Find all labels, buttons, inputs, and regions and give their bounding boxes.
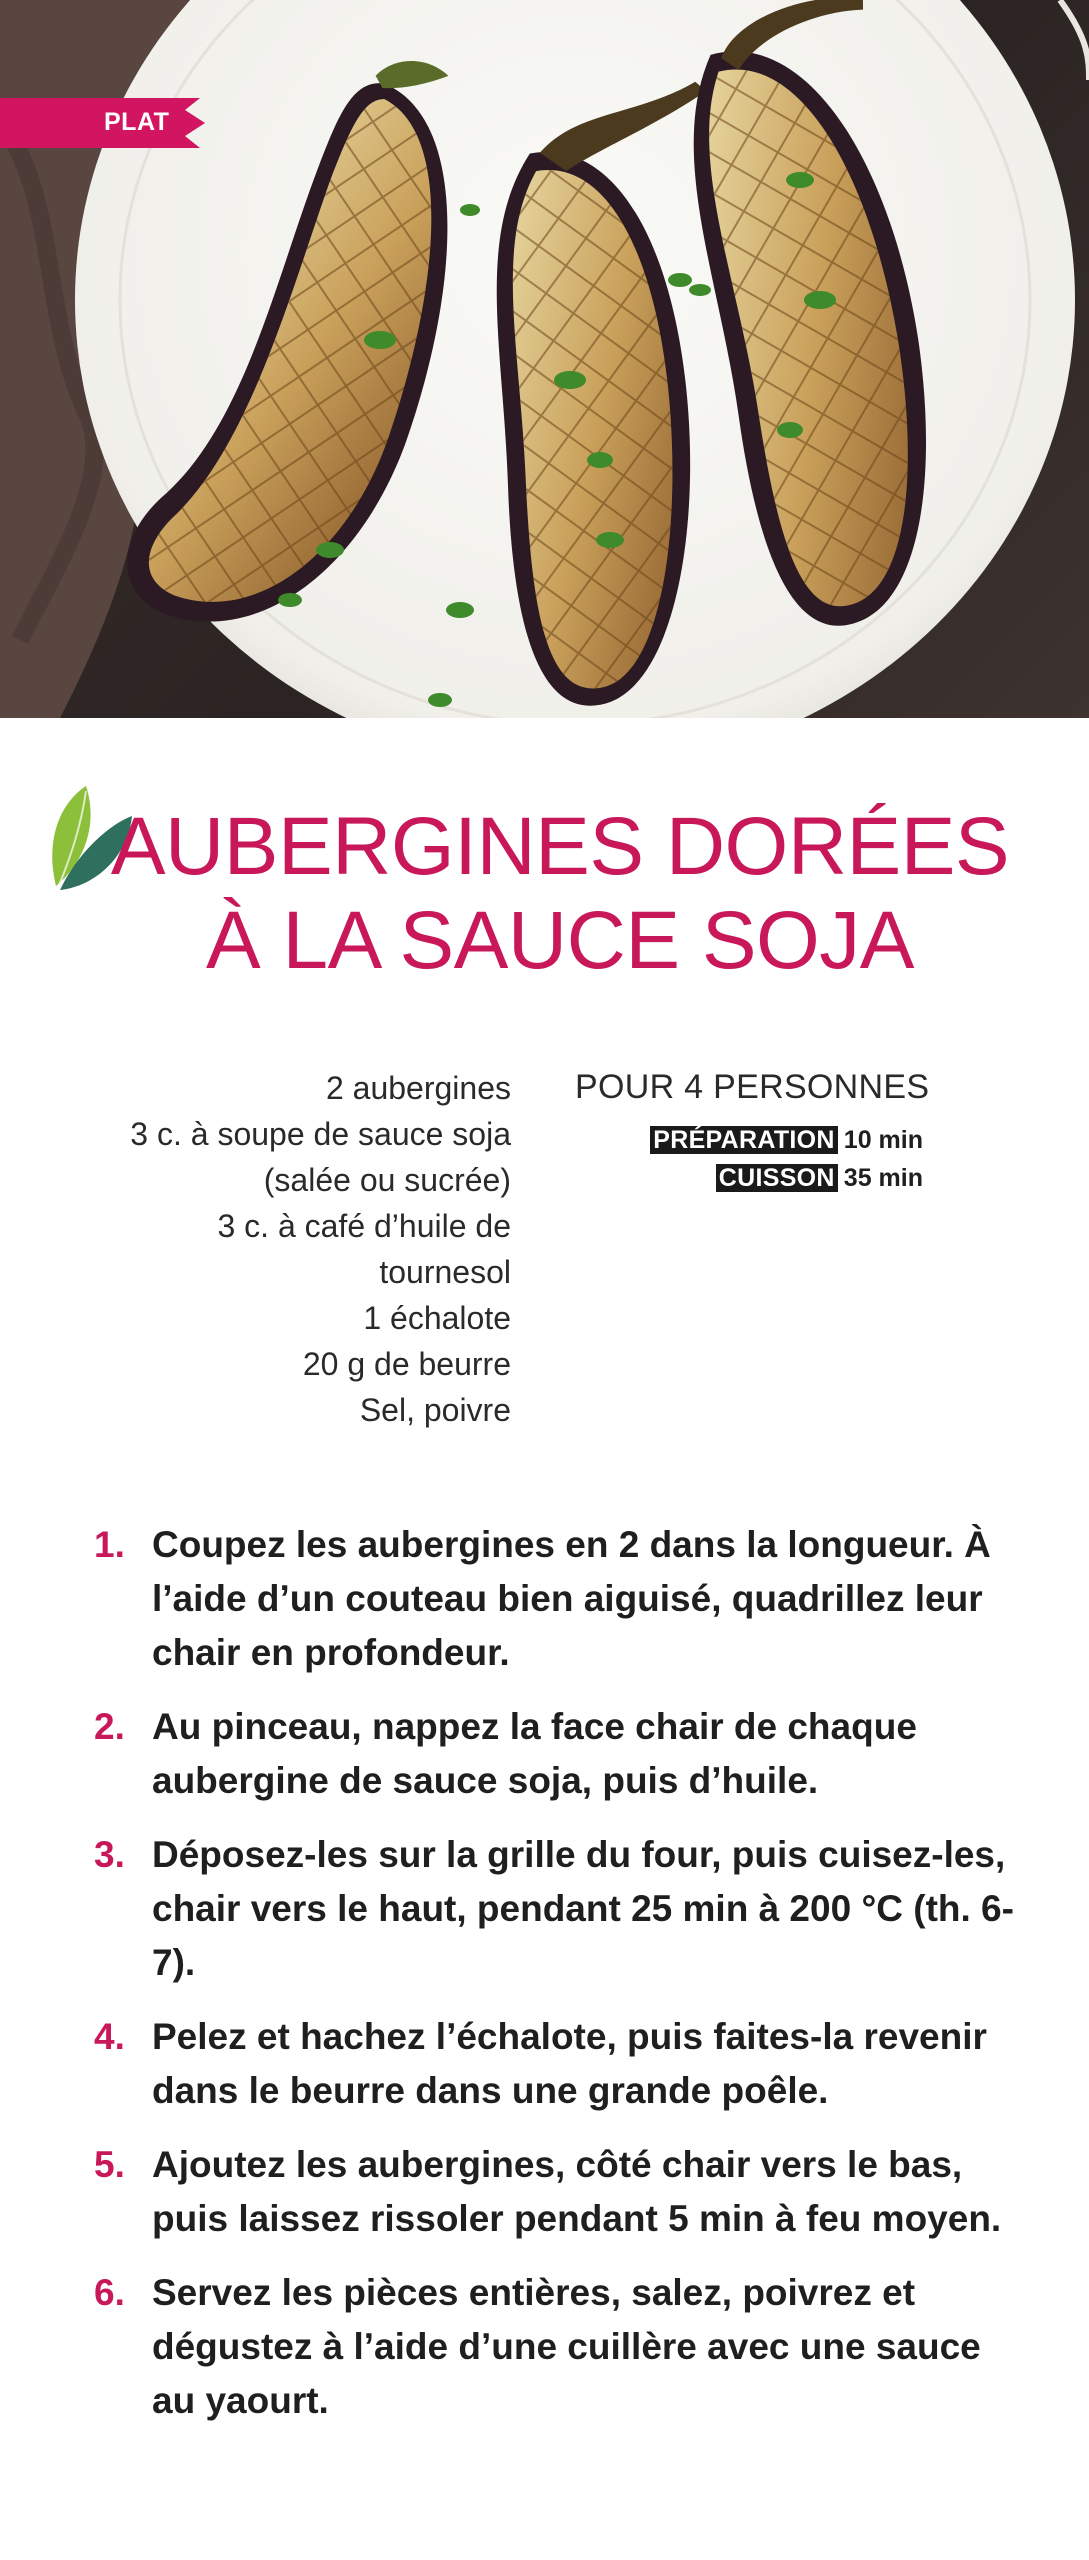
step-number: 1.: [94, 1524, 125, 1565]
prep-time-label: PRÉPARATION: [650, 1126, 838, 1154]
ingredient-line: 3 c. à café d’huile de: [217, 1208, 511, 1244]
prep-time-value: 10 min: [843, 1126, 923, 1154]
step-item: [94, 1828, 1024, 1990]
title-line-1: AUBERGINES DORÉES: [110, 801, 1010, 892]
step-text: Ajoutez les aubergines, côté chair vers le bas, puis laissez rissoler pendant 5 min à feu moyen.: [152, 2144, 1002, 2239]
prep-time: [650, 1126, 923, 1155]
ingredient-line: 20 g de beurre: [302, 1346, 511, 1382]
cook-time-label: CUISSON: [716, 1164, 838, 1192]
ingredient-line: Sel, poivre: [359, 1392, 511, 1428]
ingredient-line: tournesol: [379, 1254, 511, 1290]
step-text: Déposez-les sur la grille du four, puis cuisez-les, chair vers le haut, pendant 25 min à 200 °C (th. 6-7).: [152, 1834, 1014, 1983]
recipe-photo: [0, 0, 1089, 718]
step-text: Coupez les aubergines en 2 dans la longueur. À l’aide d’un couteau bien aiguisé, quadrillez leur chair en profondeur.: [152, 1524, 991, 1673]
step-item: [94, 2138, 1024, 2246]
ingredient-line: 2 aubergines: [325, 1070, 511, 1106]
instruction-steps: [94, 1518, 1024, 2448]
recipe-title: [100, 800, 1020, 988]
step-number: 4.: [94, 2016, 125, 2057]
step-item: [94, 2266, 1024, 2428]
servings-text: POUR 4 PERSONNES: [575, 1068, 930, 1106]
step-number: 3.: [94, 1834, 125, 1875]
step-item: [94, 1518, 1024, 1680]
category-label: PLAT: [104, 108, 170, 136]
cook-time: [716, 1164, 923, 1193]
step-item: [94, 1700, 1024, 1808]
step-text: Pelez et hachez l’échalote, puis faites-la revenir dans le beurre dans une grande poêle.: [152, 2016, 987, 2111]
step-item: [94, 2010, 1024, 2118]
ingredient-line: (salée ou sucrée): [263, 1162, 511, 1198]
cook-time-value: 35 min: [843, 1164, 923, 1192]
title-line-2: À LA SAUCE SOJA: [206, 895, 914, 986]
ingredient-list: [51, 1065, 511, 1433]
step-text: Au pinceau, nappez la face chair de chaque aubergine de sauce soja, puis d’huile.: [152, 1706, 917, 1801]
ingredient-line: 3 c. à soupe de sauce soja: [130, 1116, 511, 1152]
ingredient-line: 1 échalote: [363, 1300, 511, 1336]
step-number: 5.: [94, 2144, 125, 2185]
step-number: 6.: [94, 2272, 125, 2313]
step-number: 2.: [94, 1706, 125, 1747]
step-text: Servez les pièces entières, salez, poivrez et dégustez à l’aide d’une cuillère avec une sauce au yaourt.: [152, 2272, 981, 2421]
